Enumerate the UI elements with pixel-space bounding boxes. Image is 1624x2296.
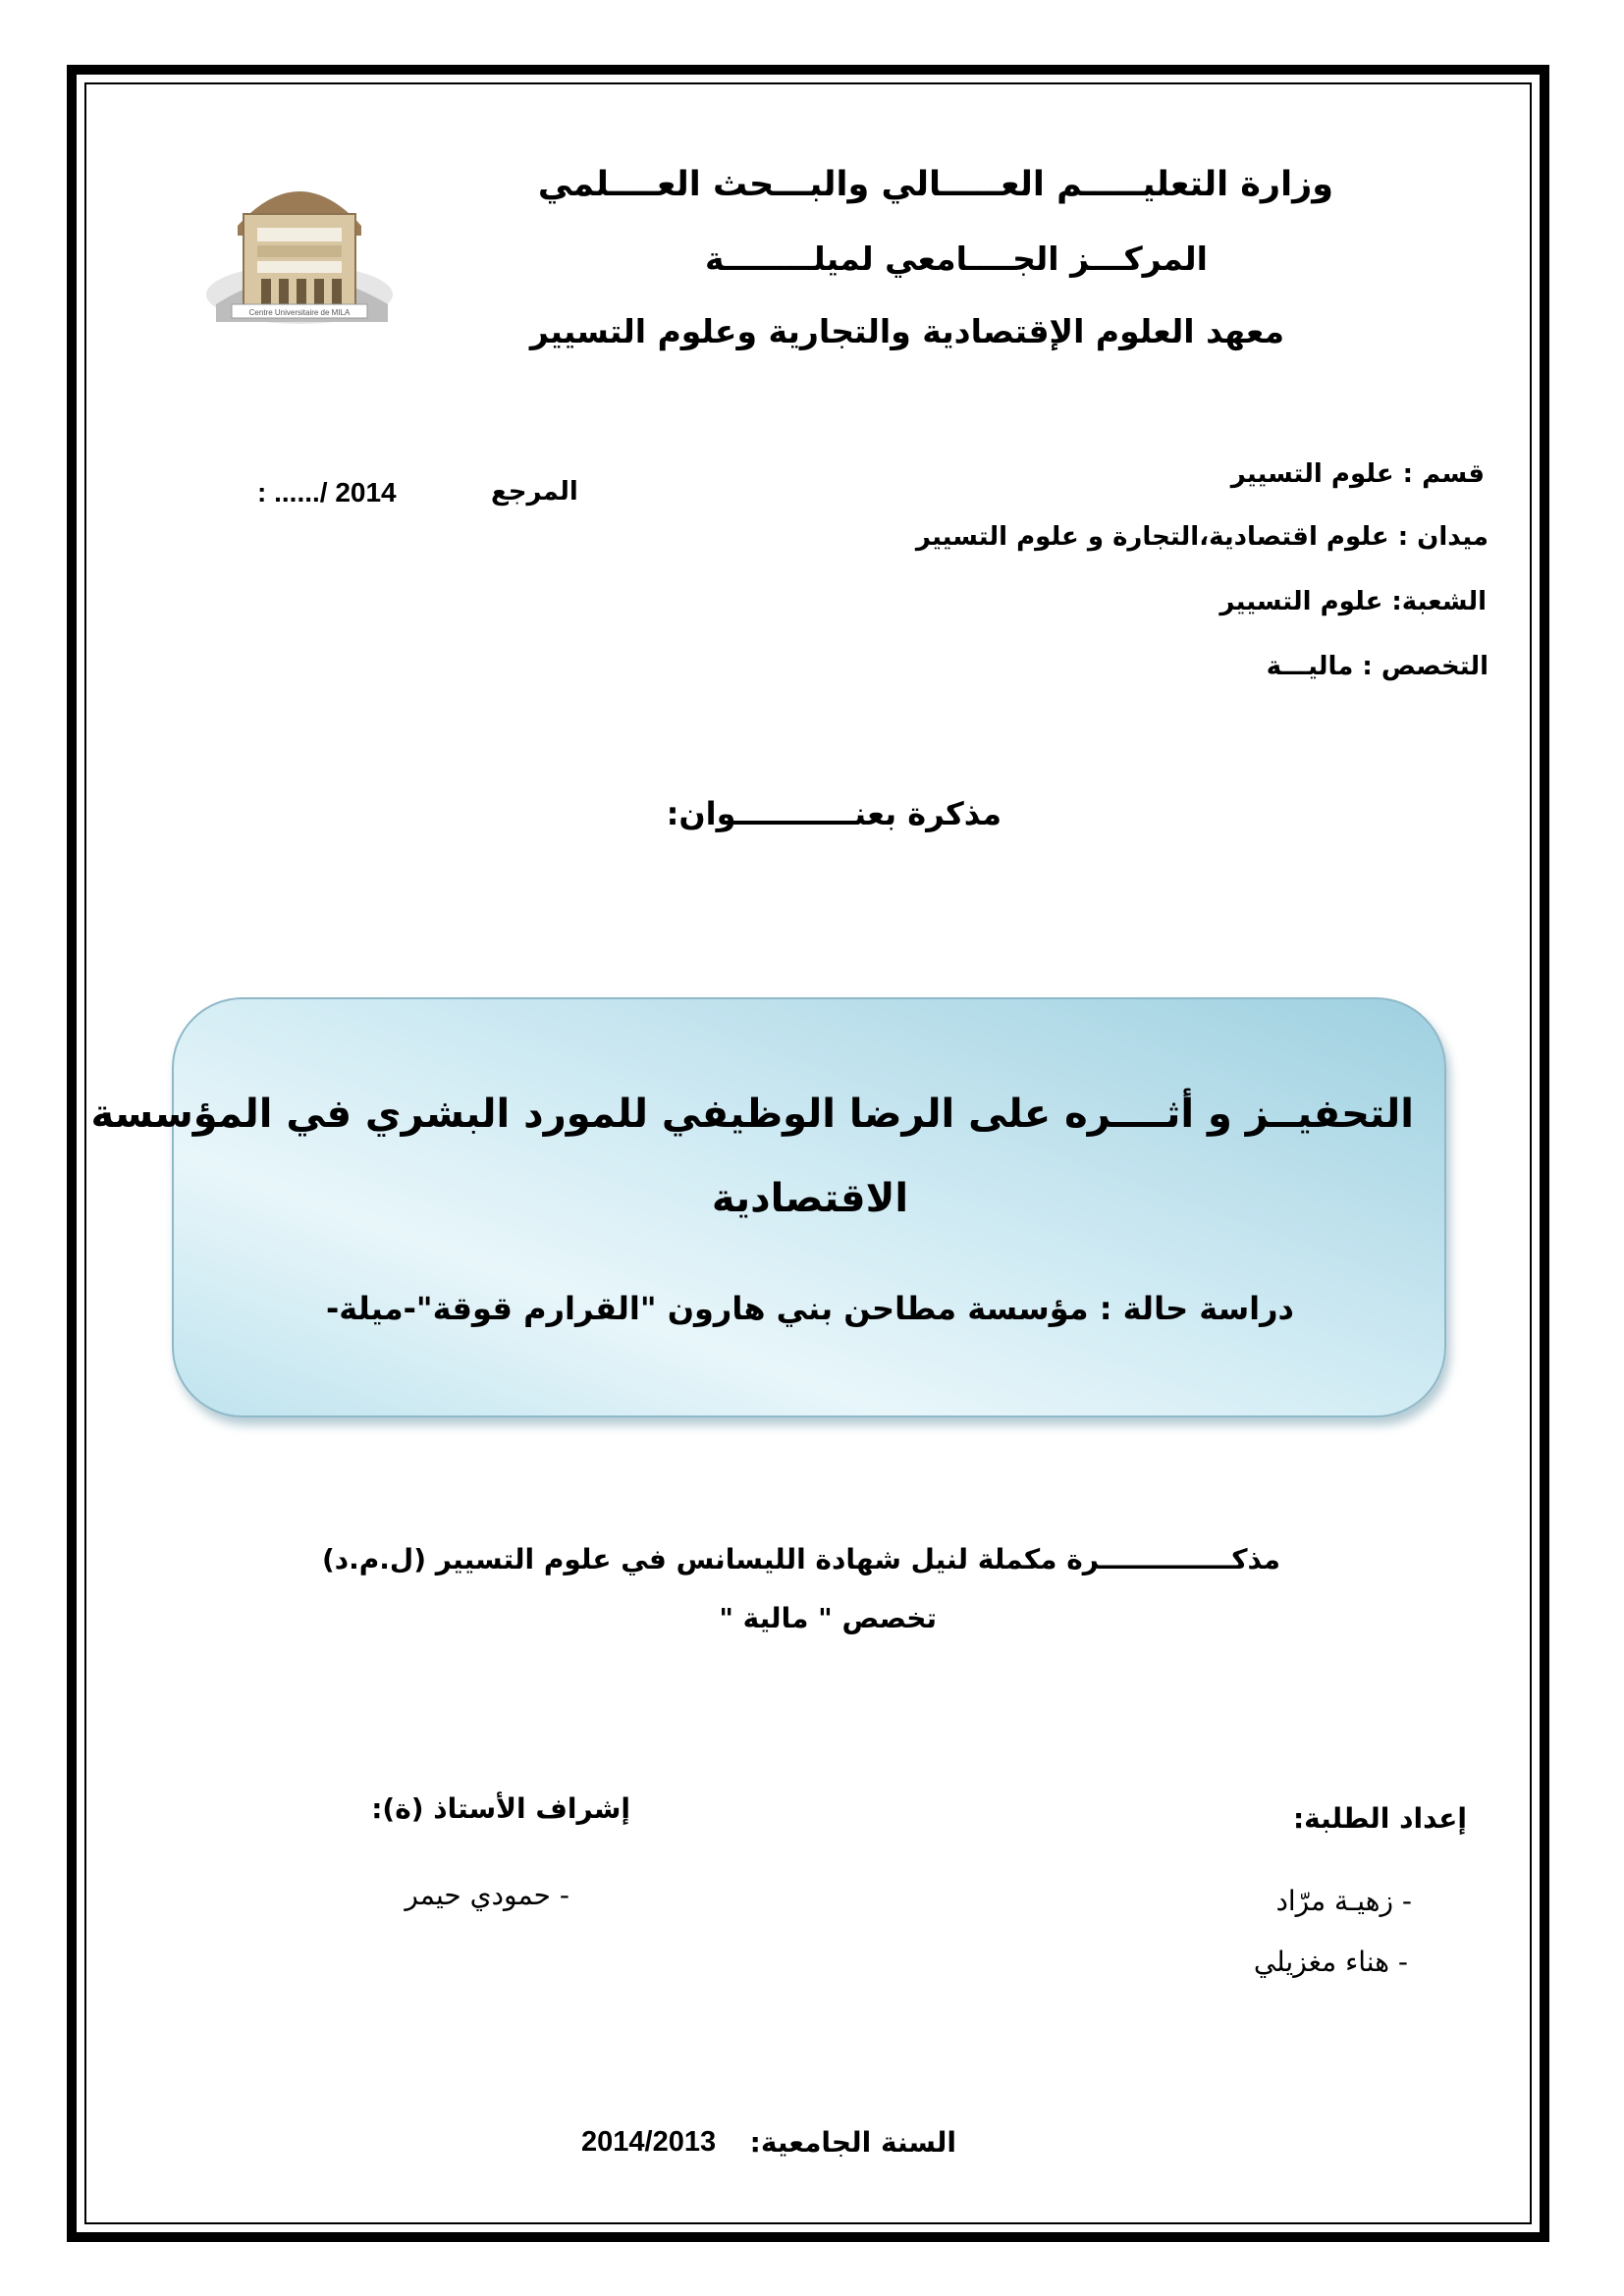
student-name-2: - هناء مغزيلي <box>1253 1946 1408 1978</box>
academic-year-value: 2014/2013 <box>581 2126 717 2158</box>
case-study: دراسة حالة : مؤسسة مطاحن بني هارون "القرارم قوقة"-ميلة- <box>326 1290 1294 1327</box>
memo-heading: مذكرة بعنـــــــــــوان: <box>666 795 1001 832</box>
thesis-title-line1: التحفيــز و أثــــره على الرضا الوظيفي للمورد البشري في المؤسسة <box>90 1092 1414 1137</box>
reference-label: المرجع <box>491 477 578 507</box>
supervisor-label: إشراف الأستاذ (ة): <box>371 1792 630 1825</box>
branch: الشعبة: علوم التسيير <box>1219 587 1487 616</box>
logo-caption: Centre Universitaire de MILA <box>248 308 351 317</box>
specialty: التخصص : ماليـــة <box>1266 652 1489 681</box>
university-name: المركـــز الجــــامعي لميلــــــــة <box>704 240 1208 278</box>
students-label: إعداد الطلبة: <box>1292 1802 1467 1835</box>
ministry-name: وزارة التعليـــــم العـــــالي والبـــحث العــــلمي <box>537 165 1333 204</box>
department: قسم : علوم التسيير <box>1230 459 1485 489</box>
field: ميدان : علوم اقتصادية،التجارة و علوم التسيير <box>915 522 1489 552</box>
degree-line1: مذكــــــــــــــرة مكملة لنيل شهادة الليسانس في علوم التسيير (ل.م.د) <box>321 1543 1280 1575</box>
thesis-title-line2: الاقتصادية <box>711 1176 909 1221</box>
university-logo <box>196 157 403 334</box>
academic-year-label: السنة الجامعية: <box>749 2126 956 2159</box>
student-name-1: - زهيـة مرّاد <box>1275 1885 1412 1917</box>
institute-name: معهد العلوم الإقتصادية والتجارية وعلوم التسيير <box>529 312 1284 350</box>
degree-line2: تخصص " مالية " <box>719 1602 937 1634</box>
reference-value: : ....../ 2014 <box>257 477 397 507</box>
supervisor-name: - حمودي حيمر <box>405 1879 569 1911</box>
